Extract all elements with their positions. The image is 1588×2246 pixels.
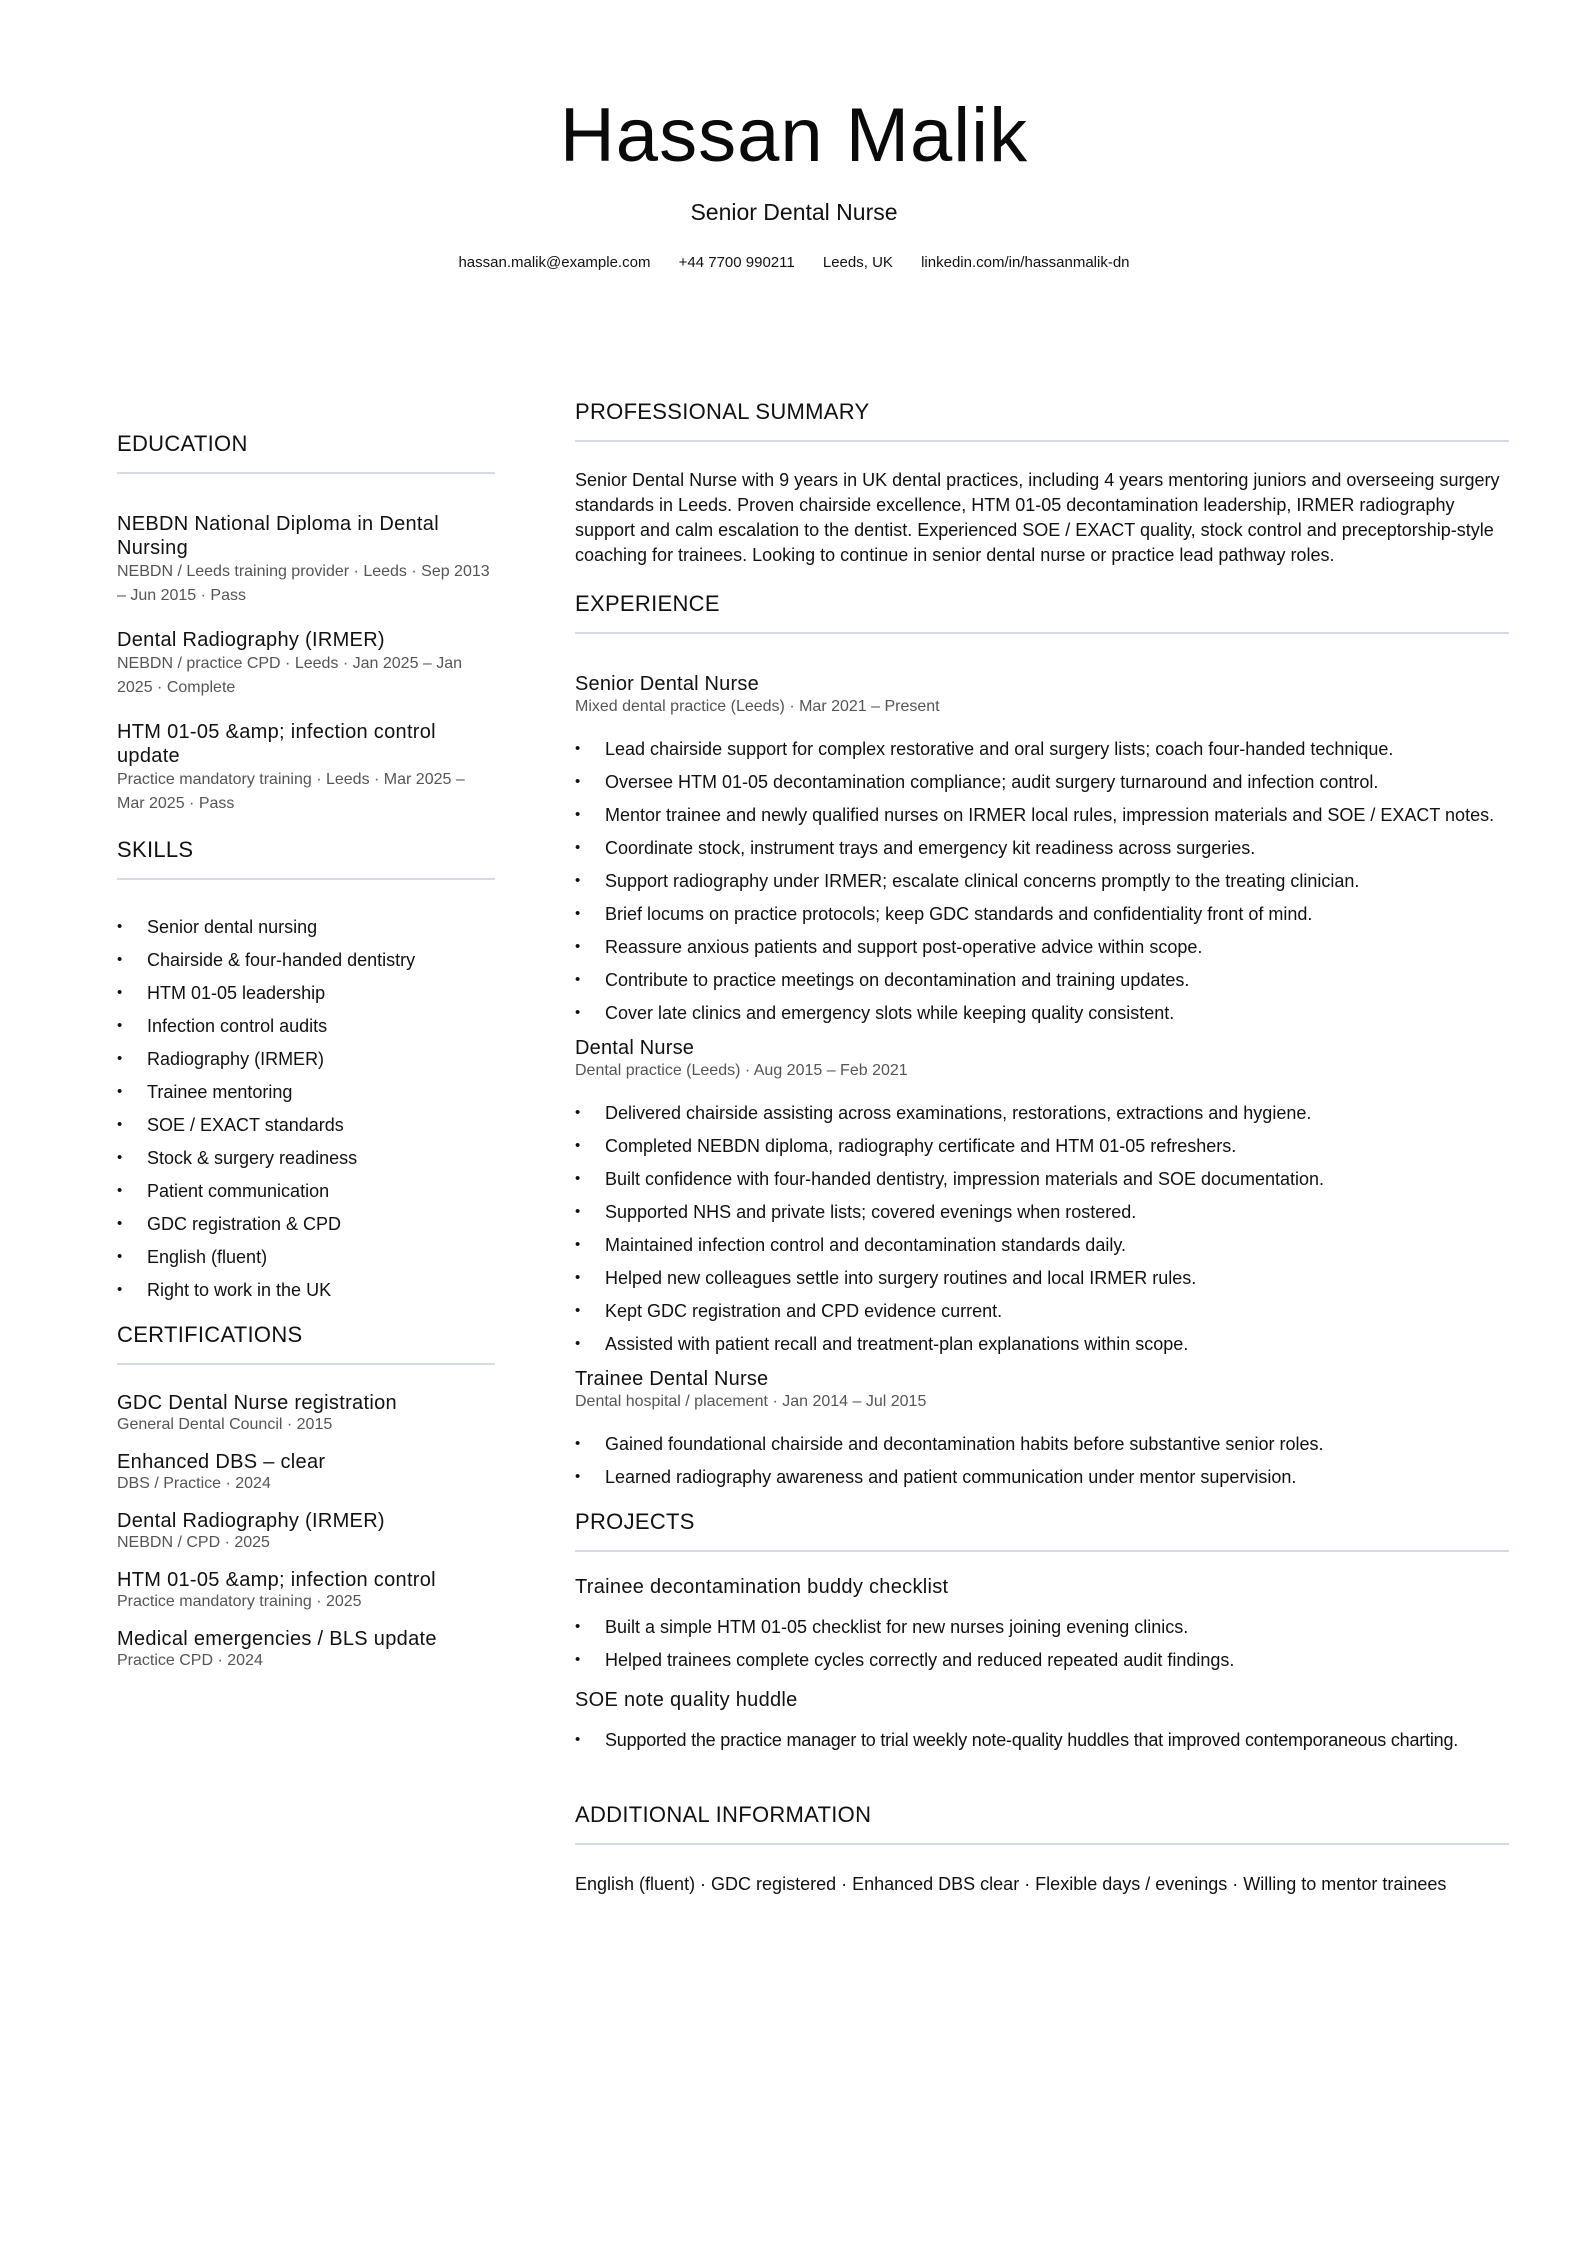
- education-item: [117, 628, 495, 700]
- job-bullet: • Reassure anxious patients and support post-operative advice within scope.: [575, 934, 1509, 960]
- job-bullet: • Learned radiography awareness and patient communication under mentor supervision.: [575, 1464, 1509, 1490]
- skills-list: [117, 914, 495, 1303]
- job-role: Trainee Dental Nurse: [575, 1368, 769, 1390]
- job-bullet: • Contribute to practice meetings on decontamination and training updates.: [575, 967, 1509, 993]
- job-bullet: • Assisted with patient recall and treatment-plan explanations within scope.: [575, 1331, 1509, 1357]
- certifications-list: [117, 1391, 495, 1671]
- job-bullets: [575, 736, 1509, 1026]
- job-bullet: • Completed NEBDN diploma, radiography certificate and HTM 01-05 refreshers.: [575, 1133, 1509, 1159]
- experience-heading: EXPERIENCE: [575, 590, 1509, 634]
- job-bullet: • Delivered chairside assisting across examinations, restorations, extractions and hygiene.: [575, 1100, 1509, 1126]
- job-entry: [575, 1367, 1509, 1490]
- certification-title: GDC Dental Nurse registration: [117, 1392, 397, 1414]
- job-bullet: • Built confidence with four-handed dentistry, impression materials and SOE documentation.: [575, 1166, 1509, 1192]
- job-bullets: [575, 1431, 1509, 1490]
- job-bullet: • Helped new colleagues settle into surgery routines and local IRMER rules.: [575, 1265, 1509, 1291]
- additional-text: English (fluent) · GDC registered · Enhanced DBS clear · Flexible days / evenings · Willing to mentor trainees: [575, 1874, 1447, 1894]
- project-bullets: [575, 1614, 1509, 1673]
- certification-item: [117, 1627, 495, 1671]
- project-bullet: • Supported the practice manager to trial weekly note-quality huddles that improved contemporaneous charting.: [575, 1727, 1509, 1753]
- job-entry: [575, 672, 1509, 1026]
- skill-item: • SOE / EXACT standards: [117, 1112, 495, 1138]
- contact-location: Leeds, UK: [822, 254, 893, 271]
- additional-heading: ADDITIONAL INFORMATION: [575, 1801, 1509, 1845]
- certification-detail: Practice CPD · 2024: [117, 1652, 263, 1669]
- left-column: [117, 430, 495, 1686]
- project-entry: [575, 1574, 1509, 1673]
- contact-line: [0, 253, 1588, 273]
- job-bullet: • Coordinate stock, instrument trays and emergency kit readiness across surgeries.: [575, 835, 1509, 861]
- contact-linkedin: linkedin.com/in/hassanmalik-dn: [921, 254, 1130, 271]
- certification-title: Enhanced DBS – clear: [117, 1451, 326, 1473]
- certification-item: [117, 1450, 495, 1494]
- skill-item: • Radiography (IRMER): [117, 1046, 495, 1072]
- summary-text: Senior Dental Nurse with 9 years in UK dental practices, including 4 years mentoring juniors and overseeing surgery standards in Leeds. Proven chairside excellence, HTM 01-05 decontamination leadership, IRMER radiography support and calm escalation to the dentist. Experienced SOE / EXACT quality, stock control and preceptorship-style coaching for trainees. Looking to continue in senior dental nurse or practice lead pathway roles.: [575, 470, 1500, 565]
- project-bullets: [575, 1727, 1509, 1753]
- job-bullet: • Lead chairside support for complex restorative and oral surgery lists; coach four-handed technique.: [575, 736, 1509, 762]
- contact-email: hassan.malik@example.com: [458, 254, 651, 271]
- job-bullet: • Kept GDC registration and CPD evidence current.: [575, 1298, 1509, 1324]
- education-detail: Practice mandatory training · Leeds · Mar 2025 – Mar 2025 · Pass: [117, 771, 465, 812]
- project-title: Trainee decontamination buddy checklist: [575, 1576, 949, 1598]
- job-employer-dates: Mixed dental practice (Leeds) · Mar 2021 – Present: [575, 698, 940, 715]
- skill-item: • GDC registration & CPD: [117, 1211, 495, 1237]
- project-entry: [575, 1687, 1509, 1753]
- certification-title: Dental Radiography (IRMER): [117, 1510, 385, 1532]
- certification-title: HTM 01-05 &amp; infection control: [117, 1569, 436, 1591]
- skill-item: • Patient communication: [117, 1178, 495, 1204]
- education-title: HTM 01-05 &amp; infection control update: [117, 721, 436, 767]
- job-bullets: [575, 1100, 1509, 1357]
- skill-item: • Infection control audits: [117, 1013, 495, 1039]
- job-bullet: • Brief locums on practice protocols; keep GDC standards and confidentiality front of mind.: [575, 901, 1509, 927]
- job-bullet: • Gained foundational chairside and decontamination habits before substantive senior roles.: [575, 1431, 1509, 1457]
- certification-detail: Practice mandatory training · 2025: [117, 1593, 362, 1610]
- skill-item: • Senior dental nursing: [117, 914, 495, 940]
- summary-heading: PROFESSIONAL SUMMARY: [575, 398, 1509, 442]
- job-title: Senior Dental Nurse: [690, 199, 898, 225]
- certification-item: [117, 1568, 495, 1612]
- certification-item: [117, 1509, 495, 1553]
- skill-item: • Right to work in the UK: [117, 1277, 495, 1303]
- certification-detail: NEBDN / CPD · 2025: [117, 1534, 270, 1551]
- skill-item: • Chairside & four-handed dentistry: [117, 947, 495, 973]
- education-detail: NEBDN / practice CPD · Leeds · Jan 2025 – Jan 2025 · Complete: [117, 655, 463, 696]
- job-bullet: • Supported NHS and private lists; covered evenings when rostered.: [575, 1199, 1509, 1225]
- job-bullet: • Maintained infection control and decontamination standards daily.: [575, 1232, 1509, 1258]
- project-title: SOE note quality huddle: [575, 1689, 798, 1711]
- job-entry: [575, 1036, 1509, 1357]
- job-role: Senior Dental Nurse: [575, 673, 759, 695]
- skills-heading: SKILLS: [117, 836, 495, 880]
- project-bullet: • Helped trainees complete cycles correctly and reduced repeated audit findings.: [575, 1647, 1509, 1673]
- certifications-heading: CERTIFICATIONS: [117, 1321, 495, 1365]
- education-detail: NEBDN / Leeds training provider · Leeds · Sep 2013 – Jun 2015 · Pass: [117, 563, 490, 604]
- projects-heading: PROJECTS: [575, 1508, 1509, 1552]
- contact-phone: +44 7700 990211: [678, 254, 795, 271]
- job-bullet: • Support radiography under IRMER; escalate clinical concerns promptly to the treating clinician.: [575, 868, 1509, 894]
- education-item: [117, 720, 495, 816]
- education-item: [117, 512, 495, 608]
- job-role: Dental Nurse: [575, 1037, 695, 1059]
- certification-item: [117, 1391, 495, 1435]
- job-bullet: • Cover late clinics and emergency slots while keeping quality consistent.: [575, 1000, 1509, 1026]
- skill-item: • Stock & surgery readiness: [117, 1145, 495, 1171]
- education-title: Dental Radiography (IRMER): [117, 629, 385, 651]
- job-employer-dates: Dental hospital / placement · Jan 2014 – Jul 2015: [575, 1393, 927, 1410]
- certification-detail: DBS / Practice · 2024: [117, 1475, 271, 1492]
- candidate-name: Hassan Malik: [559, 93, 1029, 178]
- skill-item: • Trainee mentoring: [117, 1079, 495, 1105]
- certification-title: Medical emergencies / BLS update: [117, 1628, 437, 1650]
- right-column: [575, 398, 1509, 1897]
- skill-item: • English (fluent): [117, 1244, 495, 1270]
- job-bullet: • Mentor trainee and newly qualified nurses on IRMER local rules, impression materials and SOE / EXACT notes.: [575, 802, 1509, 828]
- job-bullet: • Oversee HTM 01-05 decontamination compliance; audit surgery turnaround and infection control.: [575, 769, 1509, 795]
- education-list: [117, 512, 495, 816]
- education-title: NEBDN National Diploma in Dental Nursing: [117, 513, 439, 559]
- job-employer-dates: Dental practice (Leeds) · Aug 2015 – Feb 2021: [575, 1062, 908, 1079]
- skill-item: • HTM 01-05 leadership: [117, 980, 495, 1006]
- education-heading: EDUCATION: [117, 430, 495, 474]
- certification-detail: General Dental Council · 2015: [117, 1416, 333, 1433]
- project-bullet: • Built a simple HTM 01-05 checklist for new nurses joining evening clinics.: [575, 1614, 1509, 1640]
